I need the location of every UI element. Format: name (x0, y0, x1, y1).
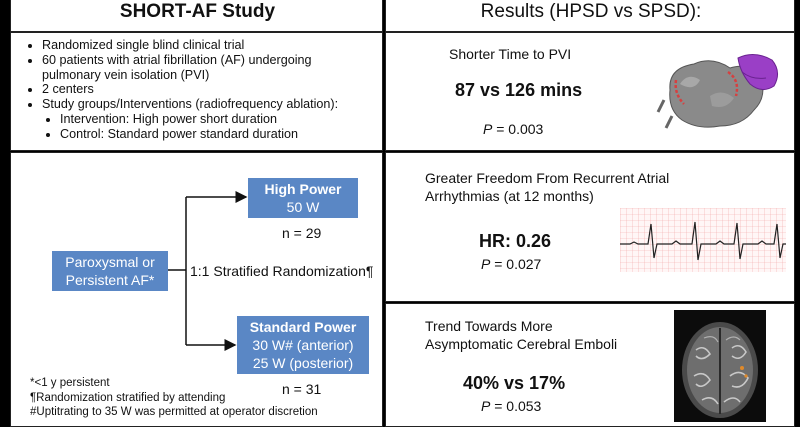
result-heading: Shorter Time to PVI (449, 46, 572, 62)
bullet-item: • 60 patients with atrial fibrillation (AF) undergoing pulmonary vein isolation (PVI) (42, 53, 342, 83)
result-value: 40% vs 17% (463, 373, 566, 393)
bullet-item: • 2 centers (42, 82, 342, 97)
standard-power-title: Standard Power (249, 319, 357, 335)
result-heading-line1: Trend Towards More (425, 318, 553, 334)
high-power-box (248, 178, 358, 218)
standard-power-box (237, 316, 369, 374)
result-value: 87 vs 126 mins (455, 80, 583, 100)
result-p-value: P = 0.027 (481, 256, 542, 272)
ecg-strip-image (620, 208, 786, 272)
result-heading-line2: Arrhythmias (at 12 months) (425, 188, 594, 204)
result-value: HR: 0.26 (479, 231, 552, 251)
high-power-title: High Power (264, 181, 342, 197)
footnote: ¶Randomization stratified by attending (30, 391, 226, 404)
heart-model-image (650, 50, 790, 138)
population-line1: Paroxysmal or (65, 254, 155, 270)
standard-power-line3: 25 W (posterior) (252, 355, 354, 371)
result-p-value: P = 0.003 (483, 121, 544, 137)
bullet-item: • Randomized single blind clinical trial (42, 38, 342, 53)
randomization-label: 1:1 Stratified Randomization¶ (190, 263, 374, 279)
results-title: Results (HPSD vs SPSD): (480, 1, 702, 22)
footnote: *<1 y persistent (30, 377, 110, 389)
standard-power-line2: 30 W# (anterior) (252, 337, 354, 353)
footnotes (30, 376, 318, 420)
result-heading-line1: Greater Freedom From Recurrent Atrial (425, 170, 670, 186)
brain-mri-image (674, 310, 766, 422)
population-box (52, 251, 168, 291)
right-title-panel (385, 0, 795, 32)
footnote: #Uptitrating to 35 W was permitted at operator discretion (30, 406, 318, 418)
result-heading (425, 317, 617, 353)
standard-power-n: n = 31 (282, 381, 322, 397)
bullet-text: Study groups/Interventions (radiofrequency ablation): (42, 97, 339, 112)
high-power-value: 50 W (286, 199, 320, 215)
result-heading (425, 169, 669, 205)
sub-bullet-item: • Intervention: High power short duration (60, 112, 342, 127)
high-power-n: n = 29 (282, 225, 322, 241)
sub-bullet-item: • Control: Standard power standard duration (60, 127, 342, 142)
population-line2: Persistent AF* (65, 272, 155, 288)
study-title: SHORT-AF Study (119, 1, 276, 22)
result-p-value: P = 0.053 (481, 398, 542, 414)
result-heading-line2: Asymptomatic Cerebral Emboli (425, 336, 618, 352)
